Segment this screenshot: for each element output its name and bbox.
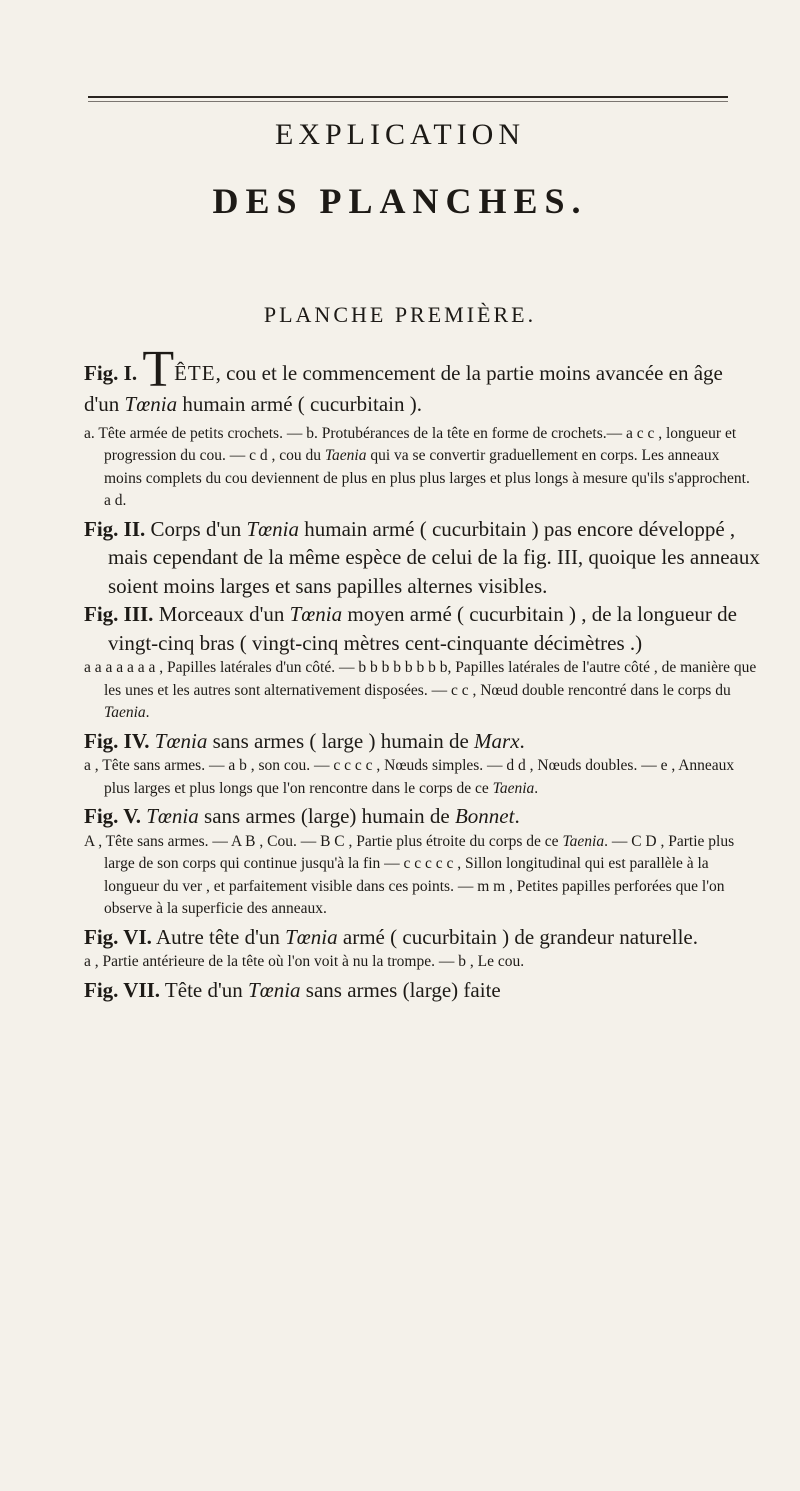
fig4-text-b: sans armes ( large ) humain de bbox=[207, 728, 475, 753]
fig2-text-a: Corps d'un bbox=[145, 516, 247, 541]
fig6-detail: a , Partie antérieure de la tête où l'on voit à nu la trompe. — b , Le cou. bbox=[84, 953, 525, 970]
fig7-text-a: Tête d'un bbox=[160, 977, 249, 1002]
fig2-label: Fig. II. bbox=[84, 516, 146, 541]
fig4-text-c: . bbox=[519, 728, 525, 753]
fig7-caption bbox=[84, 976, 760, 1005]
fig4-detail-a: a , Tête sans armes. — a b , son cou. — c c c c , Nœuds simples. — d d , Nœuds doubles. — e , Anneaux plus larges et plus longs que l'on rencontre dans le corps de ce bbox=[84, 757, 735, 797]
fig5-author: Bonnet bbox=[454, 804, 515, 828]
fig5-detail-taenia: Taenia bbox=[562, 832, 605, 850]
fig4-author: Marx bbox=[474, 728, 520, 753]
fig4-detail bbox=[84, 755, 760, 800]
fig3-label: Fig. III. bbox=[84, 602, 154, 626]
fig6-caption bbox=[84, 923, 760, 952]
fig2-taenia: Tœnia bbox=[246, 516, 300, 541]
fig1-cap-rest: ÊTE bbox=[174, 361, 216, 385]
fig3-detail-taenia: Taenia bbox=[104, 704, 146, 721]
fig3-detail-b: . bbox=[145, 704, 150, 721]
fig6-text-a: Autre tête d'un bbox=[151, 924, 286, 949]
fig2-caption bbox=[84, 515, 760, 601]
fig1-detail-a: a. Tête armée de petits crochets. — b. Protubérances de la tête en forme de crochets.— a c c , longueur et progression du cou. — c d , cou du bbox=[84, 424, 737, 464]
fig1-text-b: humain armé ( cucurbitain ). bbox=[177, 392, 422, 416]
fig2-text-b: humain armé ( cucurbitain ) pas encore développé , mais cependant de la même espèce de celui de la fig. III, quoique les anneaux soient moins larges et sans papilles alternes visibles. bbox=[108, 516, 760, 598]
top-rule-thin bbox=[88, 101, 728, 102]
fig4-taenia: Tœnia bbox=[154, 728, 208, 753]
fig5-detail bbox=[84, 831, 760, 921]
fig5-text-c: . bbox=[514, 804, 520, 828]
fig1-text-a: , cou et le commencement de la partie moins avancée en âge d'un bbox=[84, 361, 723, 416]
fig3-taenia: Tœnia bbox=[289, 602, 343, 626]
fig3-caption bbox=[84, 600, 760, 657]
fig1-detail-b: qui va se convertir graduellement en corps. Les anneaux moins complets du cou deviennent de plus en plus plus larges et plus longs à mesure qu'ils s'approchent. a d. bbox=[104, 447, 750, 509]
fig5-detail-a: A , Tête sans armes. — A B , Cou. — B C , Partie plus étroite du corps de ce bbox=[84, 832, 563, 850]
fig5-label: Fig. V. bbox=[84, 804, 141, 828]
body-text bbox=[84, 341, 760, 1004]
fig5-detail-b: . — C D , Partie plus large de son corps qui continue jusqu'à la fin — c c c c c , Sillon longitudinal qui est parallèle à la longueur du ver , et parfaitement visible dans ces points. — m m , Petites papilles perforées que l'on observe à la superficie des anneaux. bbox=[104, 832, 735, 917]
drop-cap: T bbox=[142, 341, 175, 398]
fig4-detail-b: . bbox=[534, 779, 539, 797]
fig4-label: Fig. IV. bbox=[84, 728, 150, 753]
fig6-text-b: armé ( cucurbitain ) de grandeur naturelle. bbox=[337, 924, 698, 949]
fig1-caption bbox=[84, 341, 760, 419]
top-rule bbox=[88, 96, 728, 98]
fig5-taenia: Tœnia bbox=[146, 804, 199, 828]
page-title-line2: DES PLANCHES. bbox=[212, 181, 588, 221]
fig6-taenia: Tœnia bbox=[285, 924, 338, 949]
fig7-taenia: Tœnia bbox=[248, 977, 301, 1002]
fig4-caption bbox=[84, 727, 760, 756]
fig1-detail bbox=[84, 423, 760, 513]
fig7-label: Fig. VII. bbox=[84, 977, 161, 1002]
fig1-detail-taenia: Taenia bbox=[324, 447, 367, 464]
fig5-text-b: sans armes (large) humain de bbox=[198, 804, 455, 828]
fig3-text-b: moyen armé ( cucurbitain ) , de la longueur de vingt-cinq bras ( vingt-cinq mètres cent-cinquante décimètres .) bbox=[108, 602, 737, 655]
page-title-line1: EXPLICATION bbox=[275, 118, 525, 151]
fig3-text-a: Morceaux d'un bbox=[153, 602, 290, 626]
fig6-label: Fig. VI. bbox=[84, 924, 152, 949]
fig1-taenia: Tœnia bbox=[124, 392, 178, 416]
fig3-detail-a: a a a a a a a , Papilles latérales d'un côté. — b b b b b b b b, Papilles latérales de l'autre côté , de manière que les unes et les autres sont alternativement disposées. — c c , Nœud double rencontré dans le corps du bbox=[84, 659, 757, 699]
fig7-text-b: sans armes (large) faite bbox=[300, 977, 501, 1002]
fig3-detail bbox=[84, 657, 760, 725]
fig1-label: Fig. I. bbox=[84, 361, 138, 385]
section-heading: PLANCHE PREMIÈRE. bbox=[263, 302, 537, 327]
fig5-caption bbox=[84, 802, 760, 831]
fig4-detail-taenia: Taenia bbox=[492, 779, 535, 797]
